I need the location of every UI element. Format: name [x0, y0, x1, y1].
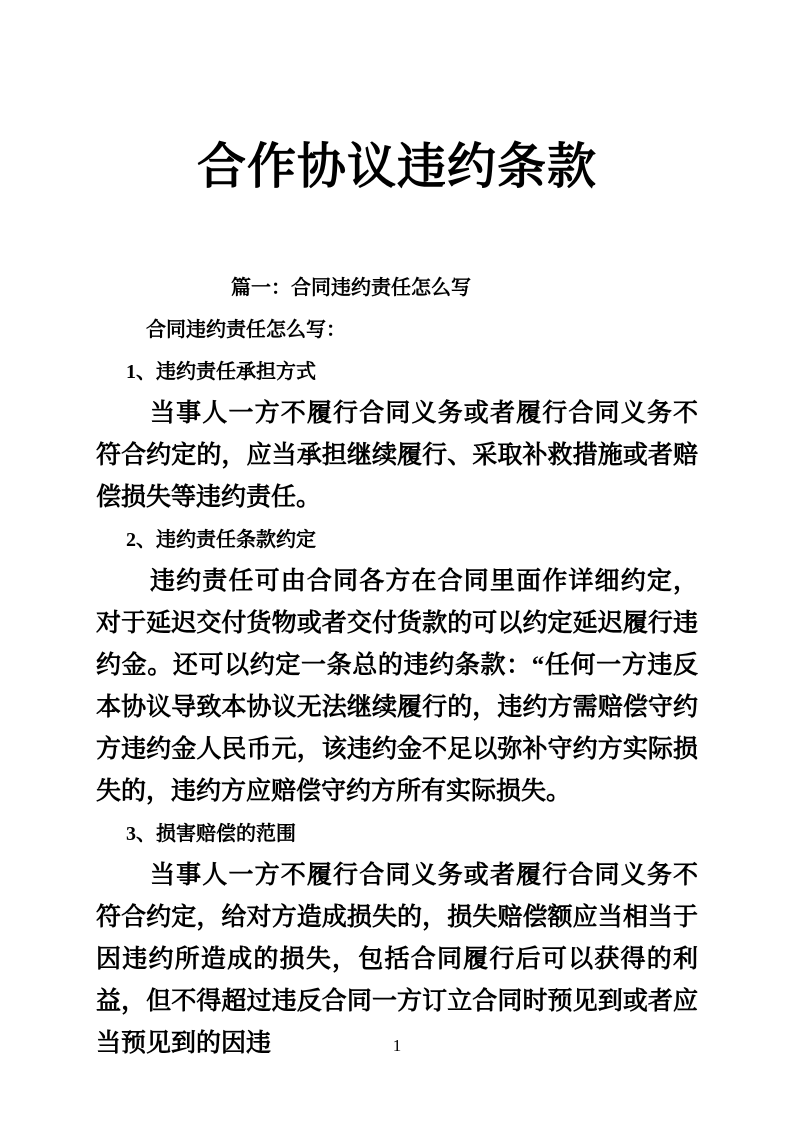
- section-1-paragraph: 当事人一方不履行合同义务或者履行合同义务不符合约定的，应当承担继续履行、采取补救措施或者赔偿损失等违约责任。: [96, 400, 698, 511]
- document-body: [0, 267, 794, 1065]
- section-3-paragraph: 当事人一方不履行合同义务或者履行合同义务不符合约定，给对方造成损失的，损失赔偿额应当相当于因违约所造成的损失，包括合同履行后可以获得的利益，但不得超过违反合同一方订立合同时预见到或者应当预见到的因违: [96, 862, 698, 1057]
- section-2-heading: 2、违约责任条款约定: [126, 529, 316, 551]
- document-title: 合作协议违约条款: [196, 139, 597, 194]
- page-number: 1: [392, 1036, 402, 1055]
- chapter-heading: 篇一：合同违约责任怎么写: [231, 277, 471, 299]
- section-2-paragraph: 违约责任可由合同各方在合同里面作详细约定，对于延迟交付货物或者交付货款的可以约定延迟履行违约金。还可以约定一条总的违约条款：“任何一方违反本协议导致本协议无法继续履行的，违约方需赔偿守约方违约金人民币元，该违约金不足以弥补守约方实际损失的，违约方应赔偿守约方所有实际损失。: [96, 568, 698, 805]
- section-1-heading: 1、违约责任承担方式: [126, 361, 316, 383]
- intro-line: 合同违约责任怎么写：: [146, 319, 346, 341]
- section-3-heading: 3、损害赔偿的范围: [126, 823, 296, 845]
